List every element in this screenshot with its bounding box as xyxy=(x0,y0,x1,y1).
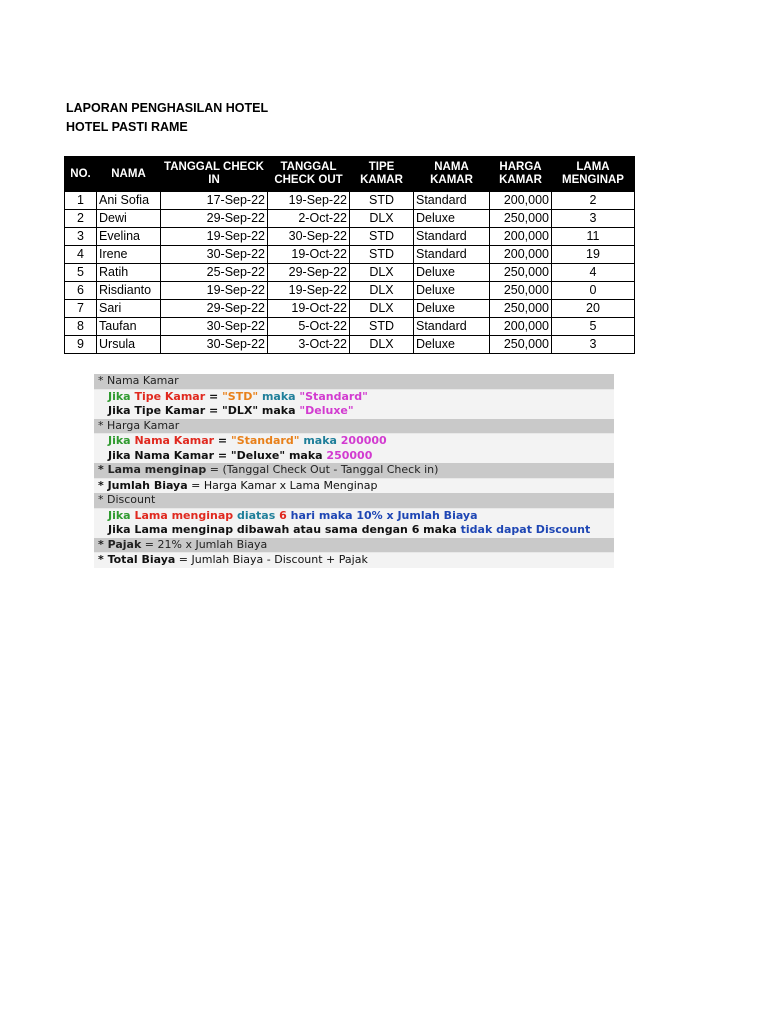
note-lama-menginap: * Lama menginap = (Tanggal Check Out - Tanggal Check in) xyxy=(94,463,614,479)
guest-name-cell: Taufan xyxy=(97,318,161,336)
room-price-cell: 250,000 xyxy=(490,210,552,228)
table-row xyxy=(65,246,635,264)
table-row xyxy=(65,210,635,228)
room-price-cell: 200,000 xyxy=(490,246,552,264)
table-row xyxy=(65,300,635,318)
room-name-cell: Standard xyxy=(414,228,490,246)
check-out-date-cell: 5-Oct-22 xyxy=(268,318,350,336)
check-in-date-cell: 29-Sep-22 xyxy=(161,300,268,318)
check-out-date-cell: 19-Sep-22 xyxy=(268,282,350,300)
table-row xyxy=(65,264,635,282)
formula-notes xyxy=(94,374,614,574)
length-of-stay-cell: 3 xyxy=(552,336,635,354)
check-out-date-cell: 29-Sep-22 xyxy=(268,264,350,282)
column-header: LAMA MENGINAP xyxy=(552,157,635,192)
check-out-date-cell: 19-Sep-22 xyxy=(268,192,350,210)
check-in-date-cell: 29-Sep-22 xyxy=(161,210,268,228)
room-type-cell: STD xyxy=(350,228,414,246)
note-harga-kamar-rule-2: Jika Nama Kamar = "Deluxe" maka 250000 xyxy=(94,449,614,464)
guest-name-cell: Ratih xyxy=(97,264,161,282)
note-jumlah-biaya: * Jumlah Biaya = Harga Kamar x Lama Menginap xyxy=(94,479,614,494)
row-number-cell: 8 xyxy=(65,318,97,336)
row-number-cell: 4 xyxy=(65,246,97,264)
room-name-cell: Deluxe xyxy=(414,300,490,318)
room-name-cell: Standard xyxy=(414,318,490,336)
table-row xyxy=(65,336,635,354)
room-type-cell: DLX xyxy=(350,300,414,318)
check-out-date-cell: 30-Sep-22 xyxy=(268,228,350,246)
note-nama-kamar-rule-1: Jika Tipe Kamar = "STD" maka "Standard" xyxy=(94,390,614,405)
note-total-biaya: * Total Biaya = Jumlah Biaya - Discount + Pajak xyxy=(94,553,614,568)
room-type-cell: DLX xyxy=(350,282,414,300)
hotel-income-table xyxy=(64,156,635,354)
guest-name-cell: Evelina xyxy=(97,228,161,246)
check-in-date-cell: 30-Sep-22 xyxy=(161,336,268,354)
note-nama-kamar-header: * Nama Kamar xyxy=(94,374,614,390)
room-price-cell: 250,000 xyxy=(490,300,552,318)
guest-name-cell: Risdianto xyxy=(97,282,161,300)
column-header: TANGGAL CHECK OUT xyxy=(268,157,350,192)
column-header: NO. xyxy=(65,157,97,192)
room-name-cell: Deluxe xyxy=(414,336,490,354)
row-number-cell: 7 xyxy=(65,300,97,318)
report-header xyxy=(66,99,268,137)
check-in-date-cell: 19-Sep-22 xyxy=(161,282,268,300)
room-name-cell: Deluxe xyxy=(414,282,490,300)
row-number-cell: 5 xyxy=(65,264,97,282)
room-name-cell: Deluxe xyxy=(414,264,490,282)
room-price-cell: 250,000 xyxy=(490,336,552,354)
hotel-name: HOTEL PASTI RAME xyxy=(66,120,188,134)
check-out-date-cell: 19-Oct-22 xyxy=(268,246,350,264)
room-price-cell: 200,000 xyxy=(490,192,552,210)
length-of-stay-cell: 3 xyxy=(552,210,635,228)
room-name-cell: Standard xyxy=(414,192,490,210)
table-row xyxy=(65,192,635,210)
room-type-cell: DLX xyxy=(350,264,414,282)
room-price-cell: 200,000 xyxy=(490,318,552,336)
room-type-cell: DLX xyxy=(350,336,414,354)
note-nama-kamar-rule-2: Jika Tipe Kamar = "DLX" maka "Deluxe" xyxy=(94,404,614,419)
guest-name-cell: Sari xyxy=(97,300,161,318)
table-header-row xyxy=(65,157,635,192)
length-of-stay-cell: 19 xyxy=(552,246,635,264)
row-number-cell: 9 xyxy=(65,336,97,354)
guest-name-cell: Ursula xyxy=(97,336,161,354)
length-of-stay-cell: 5 xyxy=(552,318,635,336)
note-discount-header: * Discount xyxy=(94,493,614,509)
table-body xyxy=(65,192,635,354)
note-harga-kamar-rule-1: Jika Nama Kamar = "Standard" maka 200000 xyxy=(94,434,614,449)
room-type-cell: STD xyxy=(350,246,414,264)
row-number-cell: 6 xyxy=(65,282,97,300)
row-number-cell: 2 xyxy=(65,210,97,228)
room-type-cell: DLX xyxy=(350,210,414,228)
report-title: LAPORAN PENGHASILAN HOTEL xyxy=(66,101,269,115)
row-number-cell: 3 xyxy=(65,228,97,246)
check-in-date-cell: 30-Sep-22 xyxy=(161,318,268,336)
length-of-stay-cell: 0 xyxy=(552,282,635,300)
column-header: NAMA KAMAR xyxy=(414,157,490,192)
table-row xyxy=(65,318,635,336)
guest-name-cell: Ani Sofia xyxy=(97,192,161,210)
note-discount-rule-1: Jika Lama menginap diatas 6 hari maka 10% x Jumlah Biaya xyxy=(94,509,614,524)
note-pajak: * Pajak = 21% x Jumlah Biaya xyxy=(94,538,614,554)
length-of-stay-cell: 11 xyxy=(552,228,635,246)
row-number-cell: 1 xyxy=(65,192,97,210)
room-price-cell: 250,000 xyxy=(490,264,552,282)
room-name-cell: Deluxe xyxy=(414,210,490,228)
check-in-date-cell: 25-Sep-22 xyxy=(161,264,268,282)
room-price-cell: 250,000 xyxy=(490,282,552,300)
check-out-date-cell: 2-Oct-22 xyxy=(268,210,350,228)
room-price-cell: 200,000 xyxy=(490,228,552,246)
check-out-date-cell: 19-Oct-22 xyxy=(268,300,350,318)
column-header: TANGGAL CHECK IN xyxy=(161,157,268,192)
check-in-date-cell: 17-Sep-22 xyxy=(161,192,268,210)
check-in-date-cell: 19-Sep-22 xyxy=(161,228,268,246)
length-of-stay-cell: 4 xyxy=(552,264,635,282)
guest-name-cell: Irene xyxy=(97,246,161,264)
table-row xyxy=(65,282,635,300)
column-header: HARGA KAMAR xyxy=(490,157,552,192)
column-header: NAMA xyxy=(97,157,161,192)
room-type-cell: STD xyxy=(350,192,414,210)
check-out-date-cell: 3-Oct-22 xyxy=(268,336,350,354)
length-of-stay-cell: 20 xyxy=(552,300,635,318)
table-row xyxy=(65,228,635,246)
room-type-cell: STD xyxy=(350,318,414,336)
note-harga-kamar-header: * Harga Kamar xyxy=(94,419,614,435)
note-discount-rule-2: Jika Lama menginap dibawah atau sama dengan 6 maka tidak dapat Discount xyxy=(94,523,614,538)
check-in-date-cell: 30-Sep-22 xyxy=(161,246,268,264)
column-header: TIPE KAMAR xyxy=(350,157,414,192)
guest-name-cell: Dewi xyxy=(97,210,161,228)
length-of-stay-cell: 2 xyxy=(552,192,635,210)
room-name-cell: Standard xyxy=(414,246,490,264)
